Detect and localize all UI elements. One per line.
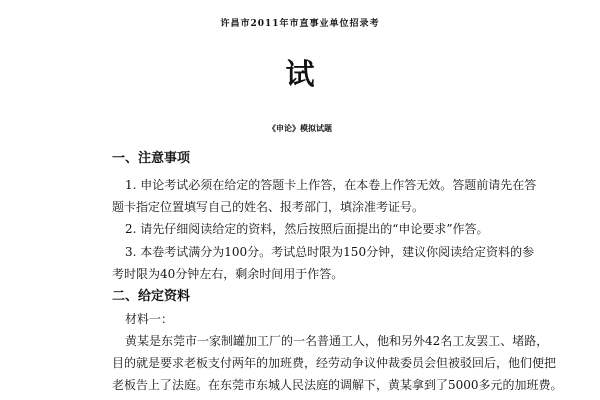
document-title: 许昌市2011年市直事业单位招录考 — [220, 19, 380, 29]
note-2: 2. 请先仔细阅读给定的资料，然后按照后面提出的“申论要求”作答。 — [125, 222, 489, 236]
note-3-line-2: 考时限为40分钟左右，剩余时间用于作答。 — [112, 267, 344, 281]
document-title-continued: 试 — [285, 57, 315, 91]
material-label: 材料一： — [125, 312, 174, 326]
material-line-3: 老板告上了法庭。在东莞市东城人民法庭的调解下，黄某拿到了5000多元的加班费。 — [112, 378, 563, 392]
note-1-line-2: 题卡指定位置填写自己的姓名、报考部门，填涂准考证号。 — [112, 200, 425, 214]
material-line-2: 目的就是要求老板支付两年的加班费，经劳动争议仲裁委员会但被驳回后，他们便把 — [112, 356, 557, 370]
section-heading-notes: 一、注意事项 — [112, 151, 191, 166]
document-subtitle: 《申论》模拟试题 — [268, 123, 332, 133]
note-3-line-1: 3. 本卷考试满分为100分。考试总时限为150分钟，建议你阅读给定资料的参 — [125, 245, 535, 259]
note-1-line-1: 1. 申论考试必须在给定的答题卡上作答，在本卷上作答无效。答题前请先在答 — [125, 178, 537, 192]
material-line-1: 黄某是东莞市一家制罐加工厂的一名普通工人，他和另外42名工友罢工、堵路， — [125, 334, 549, 348]
section-heading-materials: 二、给定资料 — [112, 289, 191, 304]
